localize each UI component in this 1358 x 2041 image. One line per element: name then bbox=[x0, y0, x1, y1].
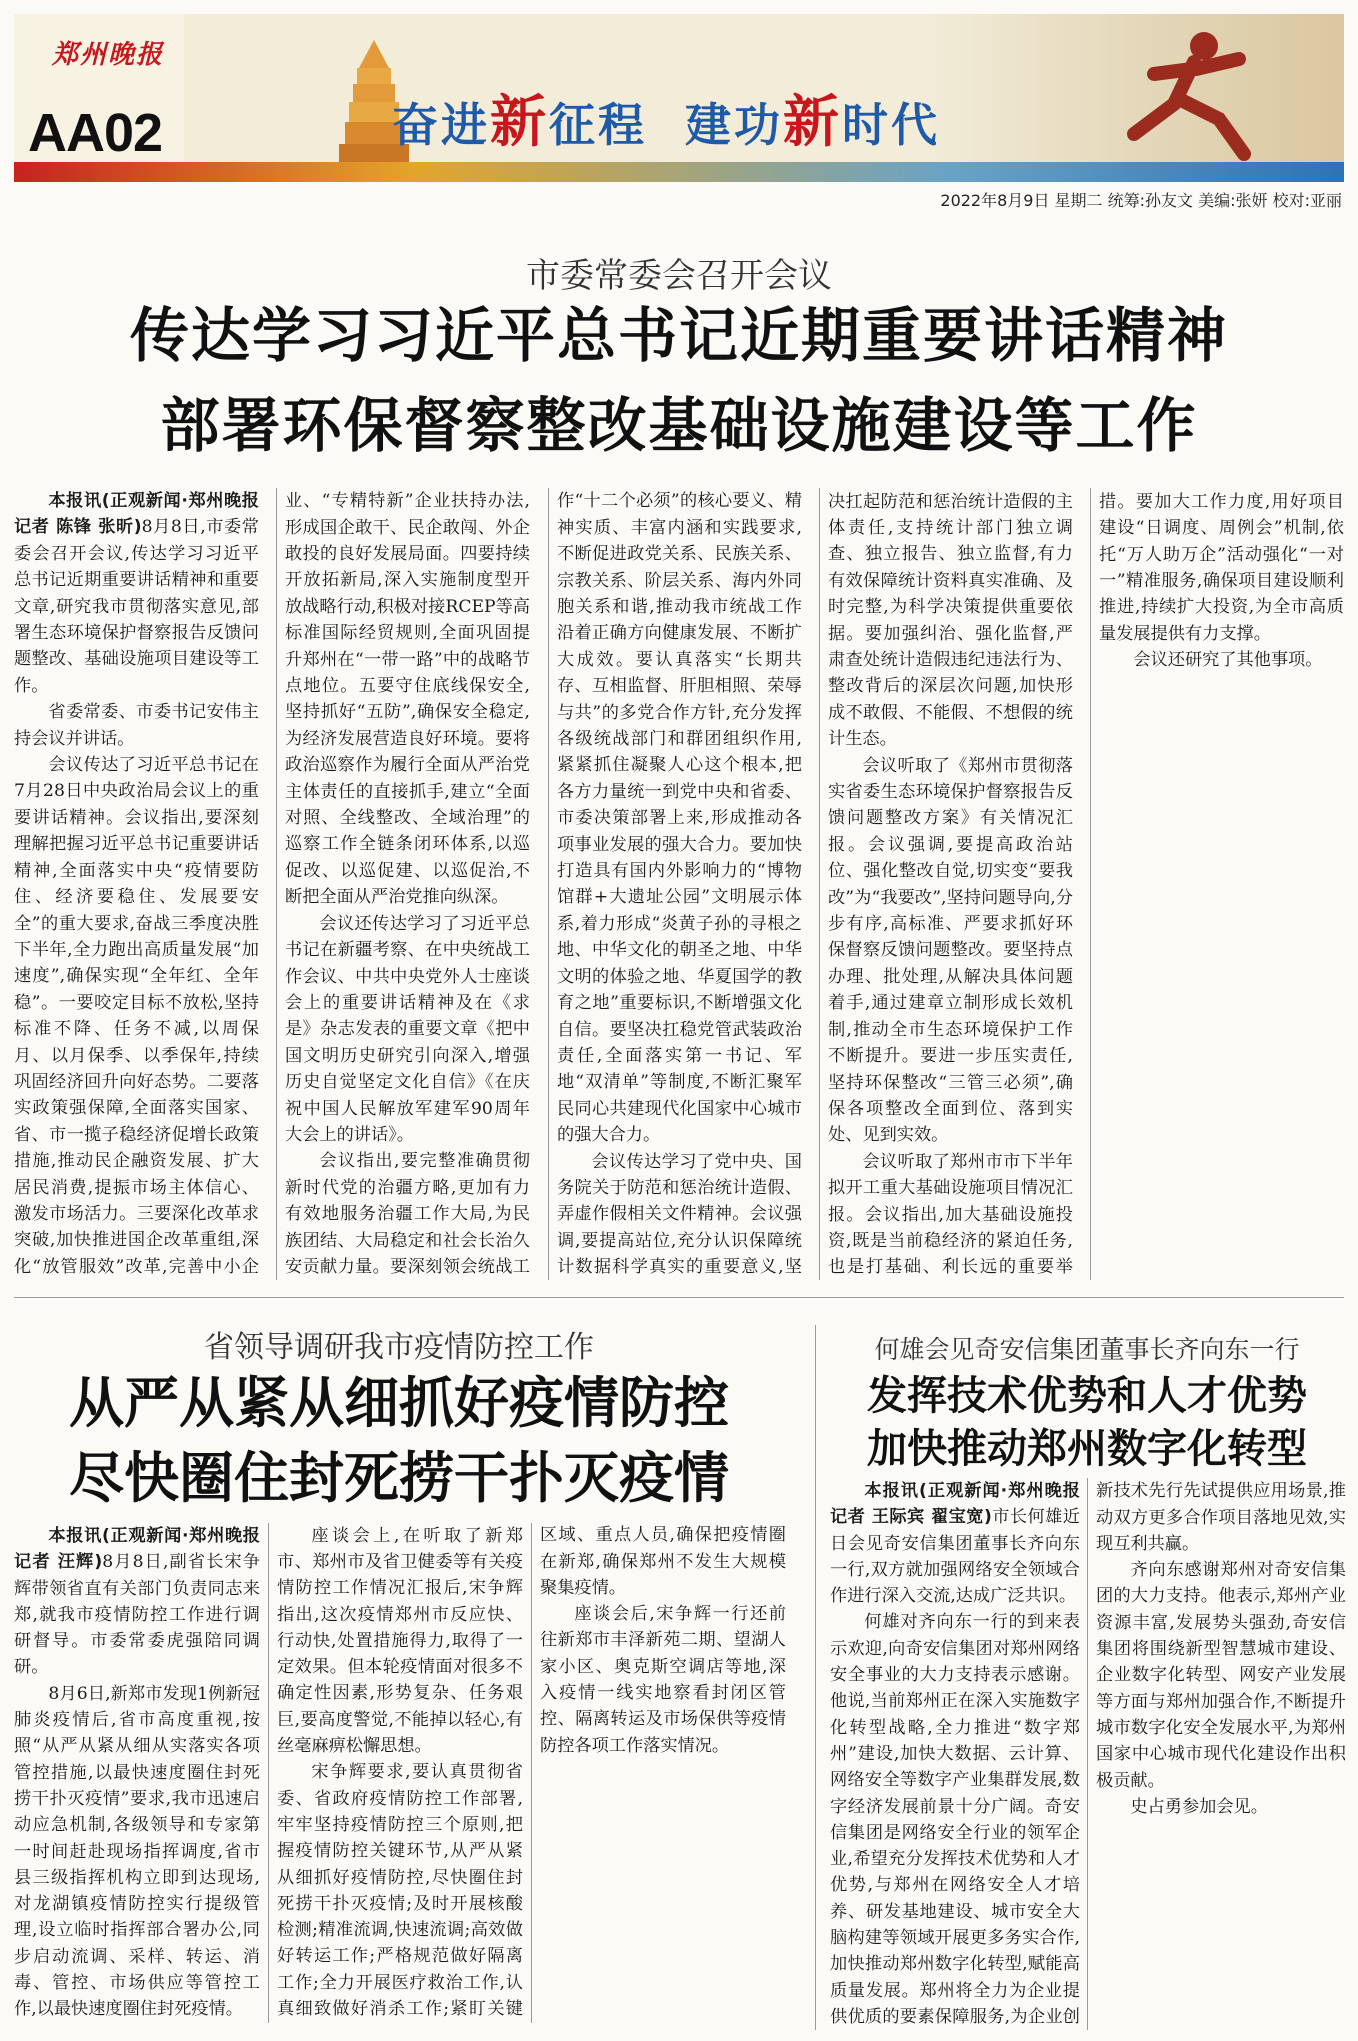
paragraph: 何雄对齐向东一行的到来表示欢迎,向奇安信集团对郑州网络安全事业的大力支持表示感谢。他说,当前郑州正在深入实施数字化转型战略,全力推进“数字郑州”建设,加快大数据、云计算、网络安全等数字产业集群发展,数字经济发展前景十分广阔。奇安信集团是网络安全行业的领军企业,希望充分发挥技术优势和人才优势,与郑州在网络安全人才培养、研发基地建设、城市安全大脑构建等领域开展更多务实合作,加快推动郑州数字化转型,赋能高质量发展。郑州将全力为企业提供优质的要素保障服务,为企业创 bbox=[830, 1612, 1080, 2027]
paragraph: 会议还传达学习了习近平总书记在新疆考察、在中央统战工作会议、中共中央党外人士座谈会上的重要讲话精神及在《求是》杂志发表的重要文章《把中国文明历史研究引向深入,增强历史自觉坚定文化自信》《在庆祝中国人民解放军建军90周年大会上的讲话》。 bbox=[285, 913, 530, 1145]
paragraph: 史占勇参加会见。 bbox=[1130, 1796, 1268, 1817]
article1-kicker: 市委常委会召开会议 bbox=[526, 256, 832, 296]
article3-column bbox=[1096, 1478, 1346, 2030]
slogan-part: 奋进 bbox=[392, 98, 490, 152]
slogan-part: 时代 bbox=[842, 98, 941, 152]
article2-column bbox=[277, 1523, 523, 2023]
column-rule bbox=[819, 488, 820, 1280]
column-rule bbox=[268, 1523, 269, 2023]
paragraph: 座谈会后,宋争辉一行还前往新郑市丰泽新苑二期、望湖人家小区、奥克斯空调店等地,深入疫情一线实地察看封闭区管控、隔离转运及市场保供等疫情防控各项工作落实情况。 bbox=[540, 1604, 786, 1756]
section-divider bbox=[14, 1297, 1344, 1298]
paragraph: 省委常委、市委书记安伟主持会议并讲话。 bbox=[14, 702, 259, 749]
article1-column bbox=[285, 488, 530, 1280]
paragraph: 会议传达学习了党中央、国务院关于防范和惩治统计造假、弄虚作假相关文件精神。会议强调,要提高站位,充分认识保障统计数据科学真实的重要意义,坚 bbox=[557, 1151, 802, 1278]
paragraph: 业、“专精特新”企业扶持办法,形成国企敢干、民企敢闯、外企敢投的良好发展局面。四要持续开放拓新局,深入实施制度型开放战略行动,积极对接RCEP等高标准国际经贸规则,全面巩固提升郑州在“一带一路”中的战略节点地位。五要守住底线保安全,坚持抓好“五防”,确保安全稳定,为经济发展营造良好环境。要将政治巡察作为履行全面从严治党主体责任的直接抓手,建立“全面对照、全线整改、全域治理”的巡察工作全链条闭环体系,以巡促改、以巡促建、以巡促治,不断把全面从严治党推向纵深。 bbox=[285, 491, 530, 908]
slogan bbox=[392, 78, 940, 158]
column-rule bbox=[1087, 1478, 1088, 2030]
article1-column bbox=[828, 488, 1073, 1280]
article1-headline-line2: 部署环保督察整改基础设施建设等工作 bbox=[160, 391, 1198, 460]
masthead-banner bbox=[14, 14, 1344, 182]
article1-headline-line1: 传达学习习近平总书记近期重要讲话精神 bbox=[129, 301, 1228, 370]
article1-column bbox=[557, 488, 802, 1280]
paragraph: 会议还研究了其他事项。 bbox=[1133, 650, 1323, 671]
slogan-highlight: 新 bbox=[783, 89, 843, 155]
paragraph: 宋争辉要求,要认真贯彻省委、省政府疫情防控工作部署,牢牢坚持疫情防控三个原则,把握疫情防控关键环节,从严从紧从细抓好疫情防控,尽快圈住封死捞干扑灭疫情;及时开展核酸检测;精准流调,快速流调;高效做好转运工作;严格规范做好隔离工作;全力开展医疗救治工作,认真细致做好消杀工作;紧盯关键 bbox=[277, 1762, 523, 2019]
paragraph: 会议听取了《郑州市贯彻落实省委生态环境保护督察报告反馈问题整改方案》有关情况汇报。会议强调,要提高政治站位、强化整改自觉,切实变“要我改”为“我要改”,坚持问题导向,分步有序,高标准、严要求抓好环保督察反馈问题整改。要坚持点办理、批处理,从解决具体问题着手,通过建章立制形成长效机制,推动全市生态环境保护工作不断提升。要进一步压实责任,坚持环保整改“三管三必须”,确保各项整改全面到位、落到实处、见到实效。 bbox=[828, 755, 1073, 1146]
paragraph: 区域、重点人员,确保把疫情圈在新郑,确保郑州不发生大规模聚集疫情。 bbox=[540, 1525, 786, 1598]
dateline: 2022年8月9日 星期二 统筹:孙友文 美编:张妍 校对:亚丽 bbox=[940, 191, 1342, 210]
column-divider bbox=[815, 1325, 816, 2030]
article2-headline-line2: 尽快圈住封死捞干扑灭疫情 bbox=[68, 1445, 729, 1510]
slogan-part: 征程 建功 bbox=[549, 98, 784, 152]
article3-byline: 本报讯(正观新闻·郑州晚报记者 王际宾 翟宝宽) bbox=[830, 1481, 1080, 1528]
article3-kicker: 何雄会见奇安信集团董事长齐向东一行 bbox=[874, 1335, 1300, 1364]
article2-kicker: 省领导调研我市疫情防控工作 bbox=[204, 1330, 594, 1365]
paragraph: 决扛起防范和惩治统计造假的主体责任,支持统计部门独立调查、独立报告、独立监督,有力有效保障统计资料真实准确、及时完整,为科学决策提供重要依据。要加强纠治、强化监督,严肃查处统计造假违纪违法行为、整改背后的深层次问题,加快形成不敢假、不能假、不想假的统计生态。 bbox=[828, 491, 1073, 750]
article3-headline-line2: 加快推动郑州数字化转型 bbox=[867, 1425, 1307, 1472]
article3-headline-line1: 发挥技术优势和人才优势 bbox=[867, 1372, 1307, 1419]
article2-byline: 本报讯(正观新闻·郑州晚报记者 汪辉) bbox=[14, 1526, 260, 1573]
paragraph: 作“十二个必须”的核心要义、精神实质、丰富内涵和实践要求,不断促进政党关系、民族关系、宗教关系、阶层关系、海内外同胞关系和谐,推动我市统战工作沿着正确方向健康发展、不断扩大成效。要认真落实“长期共存、互相监督、肝胆相照、荣辱与共”的多党合作方针,充分发挥各级统战部门和群团组织作用,紧紧抓住凝聚人心这个根本,把各方力量统一到党中央和省委、市委决策部署上来,形成推动各项事业发展的强大合力。要加快打造具有国内外影响力的“博物馆群+大遗址公园”文明展示体系,着力形成“炎黄子孙的寻根之地、中华文化的朝圣之地、中华文明的体验之地、华夏国学的教育之地”重要标识,不断增强文化自信。要坚决扛稳党管武装政治责任,全面落实第一书记、军地“双清单”等制度,不断汇聚军民同心共建现代化国家中心城市的强大合力。 bbox=[557, 491, 802, 1146]
article1-column bbox=[14, 488, 259, 1280]
runner-silhouette bbox=[1054, 24, 1284, 164]
paragraph: 新技术先行先试提供应用场景,推动双方更多合作项目落地见效,实现互利共赢。 bbox=[1096, 1481, 1346, 1554]
paragraph: 会议指出,要完整准确贯彻新时代党的治疆方略,更加有力有效地服务治疆工作大局,为民族团结、大局稳定和社会长治久安贡献力量。要深刻领会统战工 bbox=[285, 1151, 530, 1277]
article1-byline: 本报讯(正观新闻·郑州晚报记者 陈锋 张昕) bbox=[14, 491, 259, 538]
paragraph: 本报讯(正观新闻·郑州晚报记者 陈锋 张昕)8月8日,市委常委会召开会议,传达学习习近平总书记近期重要讲话精神和重要文章,研究我市贯彻落实意见,部署生态环境保护督察报告反馈问题整改、基础设施项目建设等工作。 bbox=[14, 491, 259, 696]
article1-column bbox=[1099, 488, 1344, 1280]
paragraph: 本报讯(正观新闻·郑州晚报记者 王际宾 翟宝宽)市长何雄近日会见奇安信集团董事长齐向东一行,双方就加强网络安全领域合作进行深入交流,达成广泛共识。 bbox=[830, 1481, 1080, 1607]
paragraph: 本报讯(正观新闻·郑州晚报记者 汪辉)8月8日,副省长宋争辉带领省直有关部门负责同志来郑,就我市疫情防控工作进行调研督导。市委常委虎强陪同调研。 bbox=[14, 1526, 260, 1678]
article2-column bbox=[14, 1523, 260, 2023]
paragraph: 措。要加大工作力度,用好项目建设“日调度、周例会”机制,依托“万人助万企”活动强化“一对一”精准服务,确保项目建设顺利推进,持续扩大投资,为全市高质量发展提供有力支撑。 bbox=[1099, 491, 1344, 644]
article2-headline-line1: 从严从紧从细抓好疫情防控 bbox=[68, 1370, 729, 1435]
page-number: AA02 bbox=[28, 103, 163, 163]
paragraph: 8月6日,新郑市发现1例新冠肺炎疫情后,省市高度重视,按照“从严从紧从细从实落实各项管控措施,以最快速度圈住封死捞干扑灭疫情”要求,我市迅速启动应急机制,各级领导和专家第一时间赶赴现场指挥调度,省市县三级指挥机构立即到达现场,对龙湖镇疫情防控实行提级管理,设立临时指挥部合署办公,同步启动流调、采样、转运、消毒、管控、市场供应等管控工作,以最快速度圈住封死疫情。 bbox=[14, 1683, 260, 2020]
paper-name: 郑州晚报 bbox=[52, 40, 165, 70]
paragraph: 齐向东感谢郑州对奇安信集团的大力支持。他表示,郑州产业资源丰富,发展势头强劲,奇安信集团将围绕新型智慧城市建设、企业数字化转型、网安产业发展等方面与郑州加强合作,不断提升城市数字化安全发展水平,为郑州国家中心城市现代化建设作出积极贡献。 bbox=[1096, 1560, 1346, 1791]
paragraph: 会议听取了郑州市市下半年拟开工重大基础设施项目情况汇报。会议指出,加大基础设施投资,既是当前稳经济的紧迫任务,也是打基础、利长远的重要举 bbox=[828, 1151, 1073, 1278]
masthead-color-band bbox=[14, 162, 1344, 182]
article3-column bbox=[830, 1478, 1080, 2030]
paragraph: 座谈会上,在听取了新郑市、郑州市及省卫健委等有关疫情防控工作情况汇报后,宋争辉指出,这次疫情郑州市反应快、行动快,处置措施得力,取得了一定效果。但本轮疫情面对很多不确定性因素,形势复杂、任务艰巨,要高度警觉,不能掉以轻心,有丝毫麻痹松懈思想。 bbox=[277, 1525, 523, 1757]
column-rule bbox=[531, 1523, 532, 2023]
column-rule bbox=[548, 488, 549, 1280]
column-rule bbox=[276, 488, 277, 1280]
column-rule bbox=[1090, 488, 1091, 1280]
article2-column bbox=[540, 1523, 786, 2023]
paragraph: 会议传达了习近平总书记在7月28日中央政治局会议上的重要讲话精神。会议指出,要深刻理解把握习近平总书记重要讲话精神,全面落实中央“疫情要防住、经济要稳住、发展要安全”的重大要求,奋战三季度决胜下半年,全力跑出高质量发展“加速度”,确保实现“全年红、全年稳”。一要咬定目标不放松,坚持标准不降、任务不减,以周保月、以月保季、以季保年,持续巩固经济回升向好态势。二要落实政策强保障,全面落实国家、省、市一揽子稳经济促增长政策措施,推动民企融资发展、扩大居民消费,提振市场主体信心、激发市场活力。三要深化改革求突破,加快推进国企改革重组,深化“放管服效”改革,完善中小企 bbox=[14, 755, 259, 1277]
slogan-highlight: 新 bbox=[490, 89, 549, 155]
